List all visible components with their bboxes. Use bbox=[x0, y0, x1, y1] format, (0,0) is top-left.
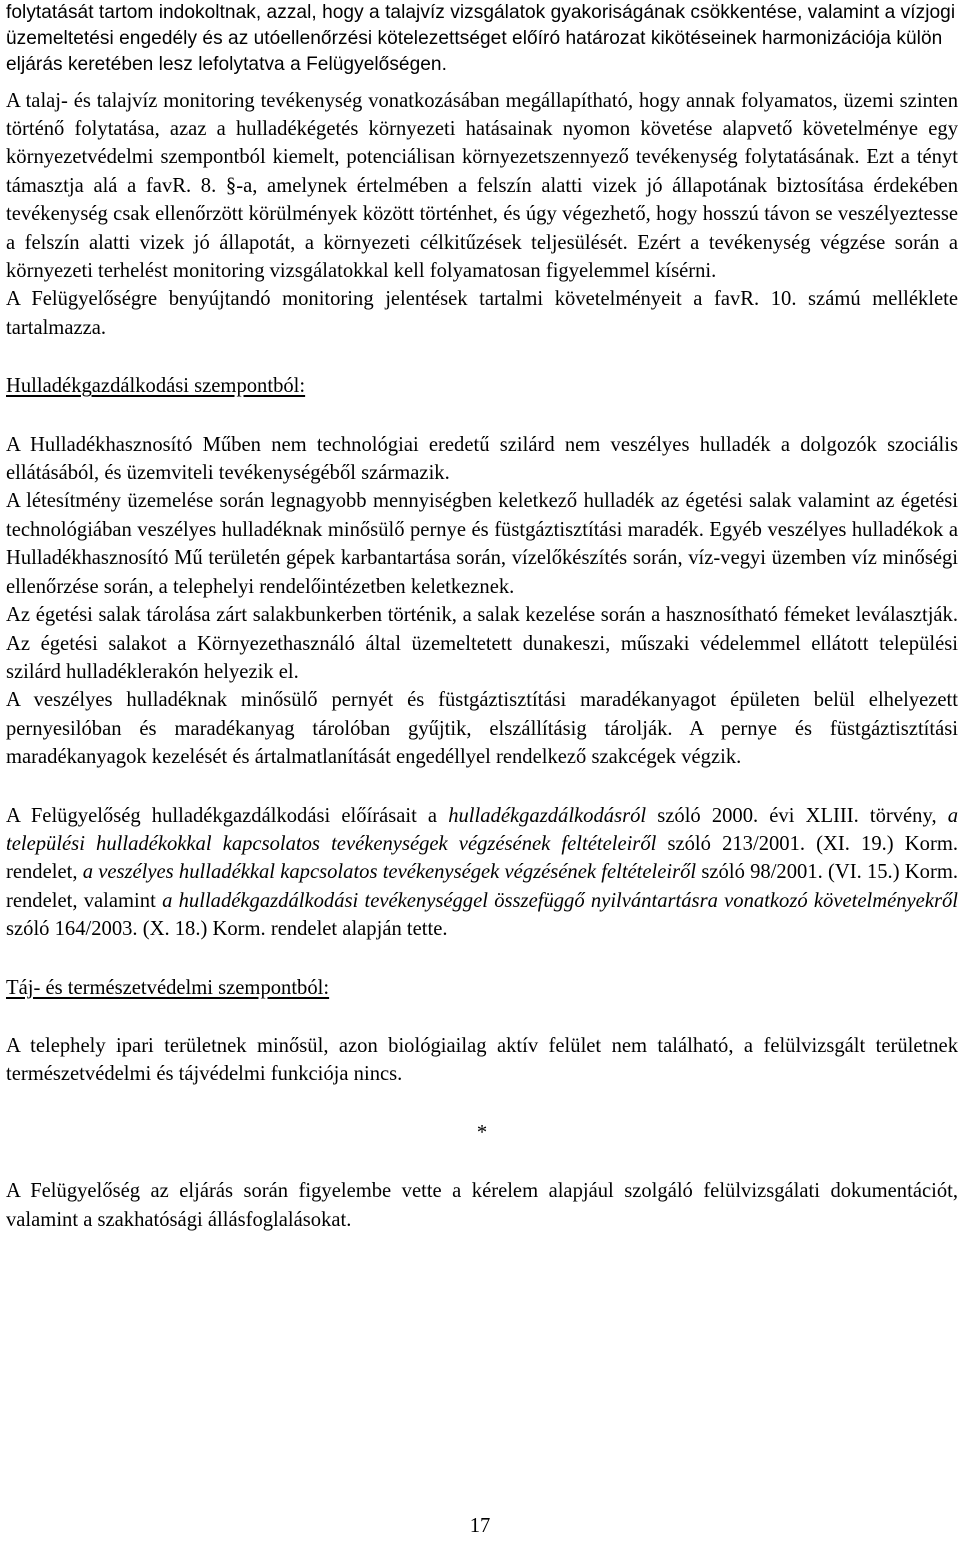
waste-management-heading: Hulladékgazdálkodási szempontból: bbox=[6, 375, 306, 398]
legal-text-1: A Felügyelőség hulladékgazdálkodási előírásait a bbox=[6, 804, 449, 827]
nature-protection-heading: Táj- és természetvédelmi szempontból: bbox=[6, 976, 330, 999]
legal-text-3: szóló 213/2001. (XI. 19.) Korm. rendelet, bbox=[6, 832, 958, 884]
monitoring-paragraph: A talaj- és talajvíz monitoring tevékenység vonatkozásában megállapítható, hogy annak folyamatos, üzemi szinten történő folytatása, azaz a hulladékégetés környezeti hatásainak nyomon követése alapvető követelménye egy környezetvédelmi szempontból kiemelt, potenciálisan környezetszennyező tevékenység folytatásának. Ezt a tényt támasztja alá a favR. 8. §-a, amelynek értelmében a felszín alatti vizek jó állapotának biztosítása érdekében tevékenység csak ellenőrzött körülmények között történhet, és úgy végezhető, hogy hosszú távon se veszélyeztesse a felszín alatti vizek jó állapotát, a környezeti célkitűzések teljesülését. Ezért a tevékenység végzése során a környezeti terhelést monitoring vizsgálatokkal kell folyamatosan figyelemmel kísérni. bbox=[6, 89, 958, 283]
legal-text-5: szóló 164/2003. (X. 18.) Korm. rendelet alapján tette. bbox=[6, 918, 448, 941]
legal-italic-4: a hulladékgazdálkodási tevékenységgel összefüggő nyilvántartásra vonatkozó követelményekről bbox=[162, 889, 958, 912]
intro-paragraph: folytatását tartom indokoltnak, azzal, hogy a talajvíz vizsgálatok gyakoriságának csökkentése, valamint a vízjogi üzemeltetési engedély és az utóellenőrzési kötelezettséget előíró határozat kikötéseinek harmonizációja külön eljárás keretében lesz lefolytatva a Felügyelőségen. bbox=[6, 2, 956, 76]
legal-text-2: szóló 2000. évi XLIII. törvény, bbox=[646, 804, 948, 827]
legal-italic-3: a veszélyes hulladékkal kapcsolatos tevékenységek végzésének feltételeiről bbox=[82, 861, 697, 884]
section-separator: * bbox=[476, 1121, 488, 1144]
waste-types-paragraph: A létesítmény üzemelése során legnagyobb mennyiségben keletkező hulladék az égetési salak valamint az égetési technológiában veszélyes hulladéknak minősülő pernye és füstgáztisztítási maradék. Egyéb veszélyes hulladékok a Hulladékhasznosító Mű területén gépek karbantartása során, vízelőkészítés során, víz-vegyi üzemben víz minőségi ellenőrzése során, a telephelyi rendelőintézetben keletkeznek. bbox=[6, 490, 958, 598]
monitoring-report-paragraph: A Felügyelőségre benyújtandó monitoring jelentések tartalmi követelményeit a favR. 10. számú melléklete tartalmazza. bbox=[6, 288, 958, 339]
document-page bbox=[6, 0, 958, 1234]
nature-protection-paragraph: A telephely ipari területnek minősül, azon biológiailag aktív felület nem található, a felülvizsgált területnek természetvédelmi és tájvédelmi funkciója nincs. bbox=[6, 1034, 958, 1086]
legal-italic-1: hulladékgazdálkodásról bbox=[448, 804, 647, 827]
legal-text-4: szóló 98/2001. (VI. 15.) Korm. rendelet, valamint bbox=[6, 861, 958, 912]
slag-storage-paragraph: Az égetési salak tárolása zárt salakbunkerben történik, a salak kezelése során a hasznosítható fémeket leválasztják. Az égetési salakot a Környezethasználó által üzemeltetett dunakeszi, műszaki védelemmel ellátott települési szilárd hulladéklerakón helyezik el. bbox=[6, 604, 958, 683]
waste-origin-paragraph: A Hulladékhasznosító Műben nem technológiai eredetű szilárd nem veszélyes hulladék a dolgozók szociális ellátásából, és üzemviteli tevékenységéből származik. bbox=[6, 433, 958, 485]
legal-italic-2: a települési hulladékokkal kapcsolatos tevékenységek végzésének feltételeiről bbox=[6, 804, 959, 855]
closing-paragraph: A Felügyelőség az eljárás során figyelembe vette a kérelem alapjául szolgáló felülvizsgálati dokumentációt, valamint a szakhatósági állásfoglalásokat. bbox=[6, 1180, 958, 1231]
legal-basis-paragraph bbox=[6, 802, 958, 944]
page-number: 17 bbox=[469, 1515, 491, 1537]
hazardous-waste-paragraph: A veszélyes hulladéknak minősülő pernyét és füstgáztisztítási maradékanyagot épületen belül elhelyezett pernyesilóban és maradékanyag tárolóban gyűjtik, elszállításig tárolják. A pernye és füstgáztisztítási maradékanyagok kezelését és ártalmatlanítását engedéllyel rendelkező szakcégek végzik. bbox=[6, 689, 958, 769]
